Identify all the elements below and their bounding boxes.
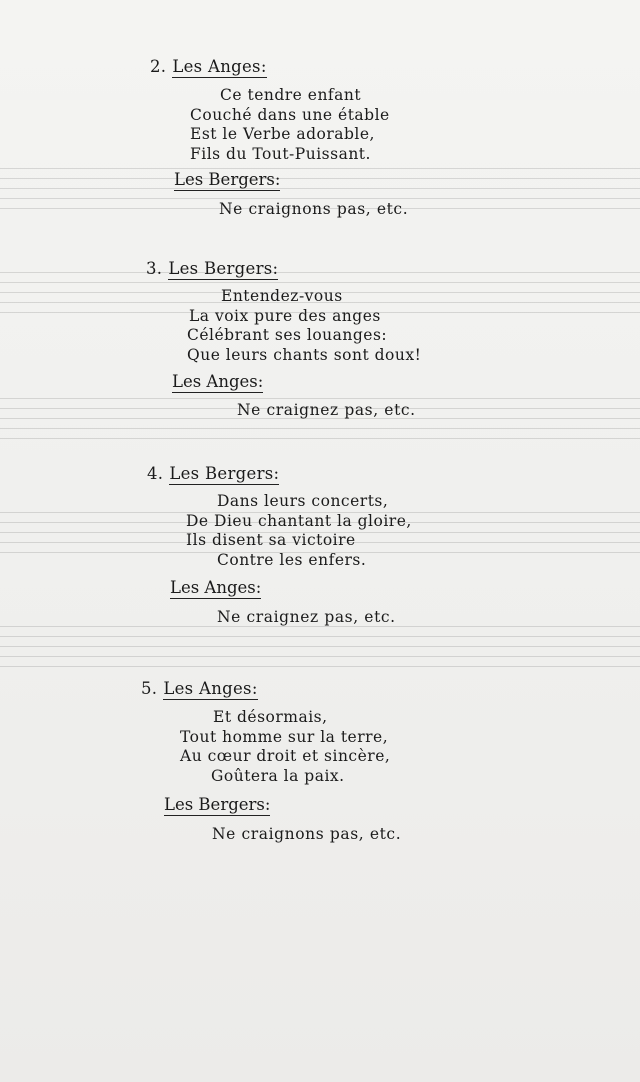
verse-lines — [187, 287, 421, 365]
verse-heading — [147, 464, 279, 483]
verse-number: 5. — [141, 679, 158, 698]
verse-line: Ils disent sa victoire — [186, 531, 356, 549]
verse-line: De Dieu chantant la gloire, — [186, 511, 412, 530]
verse-line: Est le Verbe adorable, — [190, 125, 375, 143]
refrain-heading — [164, 795, 270, 814]
verse-heading — [141, 679, 258, 698]
refrain-singer: Les Bergers: — [174, 170, 281, 189]
refrain-text: Ne craignez pas, etc. — [217, 608, 396, 626]
refrain-singer: Les Anges: — [170, 578, 262, 597]
verse-heading — [150, 57, 267, 76]
verse-number: 4. — [147, 464, 164, 483]
verse-singer: Les Bergers: — [168, 259, 279, 278]
verse-line: Fils du Tout-Puissant. — [190, 144, 371, 163]
verse-line: La voix pure des anges — [189, 306, 381, 325]
verse-lines — [190, 86, 390, 164]
verse-line: Célébrant ses louanges: — [187, 326, 388, 344]
verse-line: Ce tendre enfant — [220, 86, 362, 104]
refrain-heading — [174, 170, 280, 189]
verse-lines — [186, 492, 412, 570]
verse-line: Goûtera la paix. — [211, 766, 345, 785]
verse-line: Couché dans une étable — [190, 105, 390, 124]
verse-line: Que leurs chants sont doux! — [187, 345, 422, 364]
verse-singer: Les Anges: — [172, 57, 267, 76]
verse-heading — [146, 259, 278, 278]
refrain-text: Ne craignons pas, etc. — [219, 200, 409, 218]
verse-lines — [180, 708, 390, 786]
verse-singer: Les Bergers: — [169, 464, 280, 483]
refrain-heading — [170, 578, 261, 597]
verse-number: 2. — [150, 57, 167, 76]
refrain-singer: Les Anges: — [172, 372, 264, 391]
verse-singer: Les Anges: — [163, 679, 258, 698]
refrain-heading — [172, 372, 263, 391]
verse-line: Tout homme sur la terre, — [180, 727, 389, 746]
verse-line: Entendez-vous — [221, 287, 343, 305]
bleed-through-staff — [0, 626, 640, 668]
verse-line: Et désormais, — [213, 708, 328, 726]
verse-number: 3. — [146, 259, 163, 278]
refrain-text: Ne craignez pas, etc. — [237, 401, 416, 419]
verse-line: Dans leurs concerts, — [217, 492, 389, 510]
refrain-text: Ne craignons pas, etc. — [212, 825, 402, 843]
verse-line: Au cœur droit et sincère, — [180, 747, 391, 765]
refrain-singer: Les Bergers: — [164, 795, 271, 814]
verse-line: Contre les enfers. — [217, 550, 367, 569]
